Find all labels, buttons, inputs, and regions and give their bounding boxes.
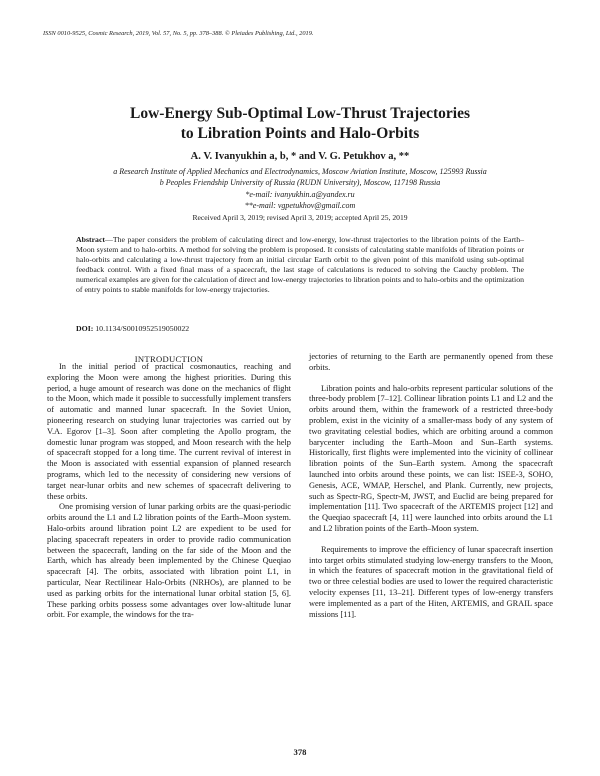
paragraph: In the initial period of practical cosmonautics, reaching and exploring the Moon were among the highest priorities. During this period, a huge amount of research was done on the mechanics of flight to the Moon, which made it possible to successfully implement transfers of automatic and manned lunar spacecraft. In the Soviet Union, pioneering research on studying lunar trajectories was carried out by V.A. Egorov [1–3]. Soon after completing the Apollo program, the domestic lunar program was stopped, and Moon research with the help of spacecraft stopped for a long time. The current revival of interest in the Moon is associated with essential expansion of planned research programs, which led to the necessity of considering new versions of target near-lunar orbits and new schemes of spacecraft delivering to these orbits. — [47, 362, 291, 501]
email-1: *e-mail: ivanyukhin.a@yandex.ru — [245, 189, 355, 199]
doi-value: 10.1134/S0010952519050022 — [93, 324, 190, 333]
journal-header: ISSN 0010-9525, Cosmic Research, 2019, Vol. 57, No. 5, pp. 378–388. © Pleiades Publishing, Ltd., 2019. — [43, 30, 314, 37]
abstract — [76, 235, 524, 295]
email-2: **e-mail: vgpetukhov@gmail.com — [244, 201, 356, 211]
section-heading-introduction: INTRODUCTION — [134, 354, 204, 364]
affiliation-b: b Peoples Friendship University of Russia (RUDN University), Moscow, 117198 Russia — [159, 178, 441, 188]
title-line-2: to Libration Points and Halo-Orbits — [180, 125, 420, 142]
abstract-label: Abstract — [76, 235, 106, 244]
paragraph: Requirements to improve the efficiency of lunar spacecraft insertion into target orbits stimulated studying low-energy transfers to the Moon, in which the features of spacecraft motion in the gravitational field of two or three celestial bodies are used to lower the required characteristic velocity expenses [11, 13–21]. Different types of low-energy transfers were implemented as a part of the Hiten, ARTEMIS, and GRAIL space missions [11]. — [309, 544, 553, 619]
paragraph: jectories of returning to the Earth are permanently opened from these orbits. — [309, 352, 553, 372]
doi-label: DOI: — [76, 324, 94, 333]
left-column — [47, 362, 291, 621]
paragraph: Libration points and halo-orbits represent particular solutions of the three-body problem [7–12]. Collinear libration points L1 and L2 and the orbits around them, within the framework of a restricted three-body problem, exist in the vicinity of a smaller-mass body of any system of two gravitating celestial bodies, which are orbiting around a common barycenter including the Earth–Moon and Sun–Earth systems. Historically, first flights were implemented into the vicinity of collinear libration points of the Sun–Earth system. Among the spacecraft launched into orbits around these points, we can list: ISEE-3, SOHO, Genesis, ACE, WMAP, Herschel, and Plank. Currently, new projects, such as Spectr-RG, Spectr-M, JWST, and Euclid are being prepared for implementation [11]. Two spacecraft of the ARTEMIS project [12] and the Queqiao spacecraft [4, 11] were launched into orbits around the L1 and L2 libration points of the Earth–Moon system. — [309, 383, 553, 533]
received-dates: Received April 3, 2019; revised April 3, 2019; accepted April 25, 2019 — [192, 213, 408, 222]
page-number: 378 — [293, 747, 307, 757]
paragraph: One promising version of lunar parking orbits are the quasi-periodic orbits around the L1 and L2 libration points of the Earth–Moon system. Halo-orbits around libration point L2 are expedient to be used for placing spacecraft repeaters in order to provide radio communication between the spacecraft, landing on the far side of the Moon and the Earth, which has already been implemented by the Chinese Queqiao spacecraft [4]. The orbits, associated with libration point L1, in particular, Near Rectilinear Halo-Orbits (NRHOs), are planned to be used as parking orbits for the international lunar orbital station [5, 6]. These parking orbits possess some advantages over low-altitude lunar orbit. For example, the windows for the tra- — [47, 502, 291, 620]
affiliations — [0, 166, 600, 212]
authors: A. V. Ivanyukhin a, b, * and V. G. Petukhov a, ** — [190, 151, 410, 162]
abstract-text: —The paper considers the problem of calculating direct and low-energy, low-thrust trajectories to the libration points of the Earth–Moon system and to halo-orbits. A method for solving the problem is proposed. It consists of calculating stable manifolds of libration points or halo-orbits and calculating a low-thrust trajectory from an initial circular Earth orbit to the given point of this manifold using sub-optimal feedback control. With a fixed final mass of a spacecraft, the last stage of calculations is reduced to solving the Cauchy problem. The numerical examples are given for the calculation of direct and low-energy trajectories to libration points and to halo-orbits and the optimization of entry points to stable manifolds for low-energy trajectories. — [76, 235, 524, 294]
article-title — [0, 104, 600, 144]
affiliation-a: a Research Institute of Applied Mechanics and Electrodynamics, Moscow Aviation Institute, Moscow, 125993 Russia — [113, 167, 487, 176]
title-line-1: Low-Energy Sub-Optimal Low-Thrust Trajectories — [130, 105, 470, 122]
right-column — [309, 352, 553, 620]
doi — [76, 324, 189, 333]
